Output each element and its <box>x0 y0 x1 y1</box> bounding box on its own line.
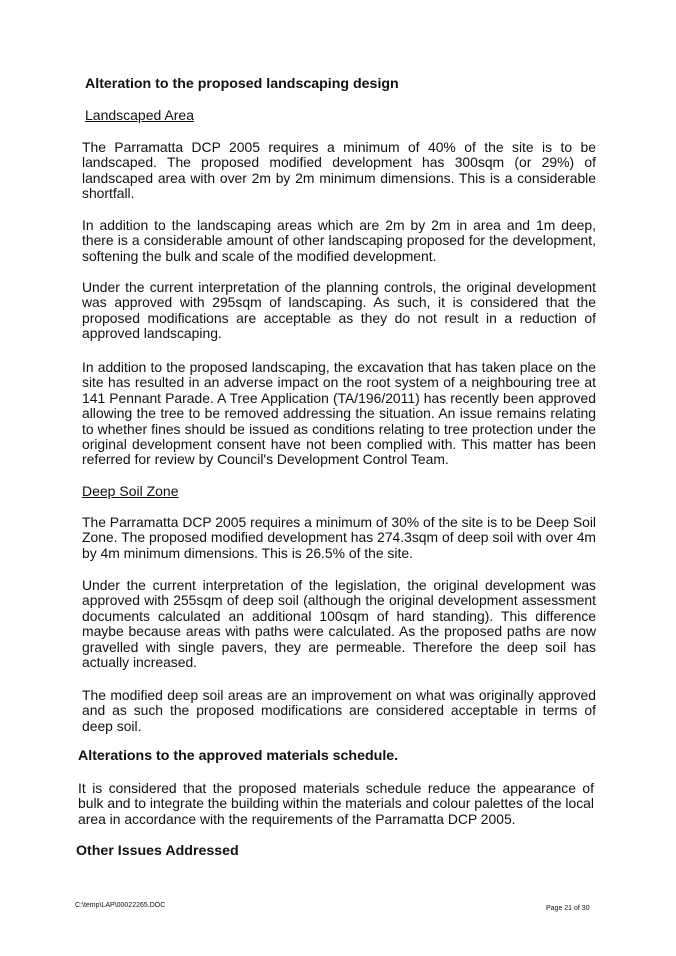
landscaped-area-subheading: Landscaped Area <box>85 107 194 123</box>
footer-file-path: C:\temp\LAP\00022265.DOC <box>75 902 166 909</box>
landscaped-paragraph-3: Under the current interpretation of the planning controls, the original development was approved with 295sqm of landscaping. As such, it is considered that the proposed modifications are acceptable as they do not result in a reduction of approved landscaping. <box>82 279 596 342</box>
landscaped-paragraph-2: In addition to the landscaping areas which are 2m by 2m in area and 1m deep, there is a considerable amount of other landscaping proposed for the development, softening the bulk and scale of the modified development. <box>82 217 596 264</box>
deep-soil-paragraph-2: Under the current interpretation of the legislation, the original development was approved with 255sqm of deep soil (although the original development assessment documents calculated an additional 100sqm of hard standing). This difference maybe because areas with paths were calculated. As the proposed paths are now gravelled with single pavers, they are permeable. Therefore the deep soil has actually increased. <box>82 577 596 671</box>
deep-soil-subheading: Deep Soil Zone <box>82 483 179 499</box>
landscaped-paragraph-1: The Parramatta DCP 2005 requires a minimum of 40% of the site is to be landscaped. The proposed modified development has 300sqm (or 29%) of landscaped area with over 2m by 2m minimum dimensions. This is a considerable shortfall. <box>82 139 596 202</box>
landscaped-paragraph-4: In addition to the proposed landscaping, the excavation that has taken place on the site has resulted in an adverse impact on the root system of a neighbouring tree at 141 Pennant Parade. A Tree Application (TA/196/2011) has recently been approved allowing the tree to be removed addressing the situation. An issue remains relating to whether fines should be issued as conditions relating to tree protection under the original development consent have not been complied with. This matter has been referred for review by Council's Development Control Team. <box>82 359 596 468</box>
landscaping-heading: Alteration to the proposed landscaping design <box>85 76 399 92</box>
footer-page-number: Page 21 of 30 <box>546 905 590 912</box>
deep-soil-paragraph-1: The Parramatta DCP 2005 requires a minimum of 30% of the site is to be Deep Soil Zone. The proposed modified development has 274.3sqm of deep soil with over 4m by 4m minimum dimensions. This is 26.5% of the site. <box>82 514 596 561</box>
other-issues-heading: Other Issues Addressed <box>76 843 239 859</box>
materials-heading: Alterations to the approved materials schedule. <box>78 748 399 764</box>
materials-paragraph: It is considered that the proposed materials schedule reduce the appearance of bulk and to integrate the building within the materials and colour palettes of the local area in accordance with the requirements of the Parramatta DCP 2005. <box>78 780 594 827</box>
deep-soil-paragraph-3: The modified deep soil areas are an improvement on what was originally approved and as such the proposed modifications are considered acceptable in terms of deep soil. <box>82 687 596 734</box>
